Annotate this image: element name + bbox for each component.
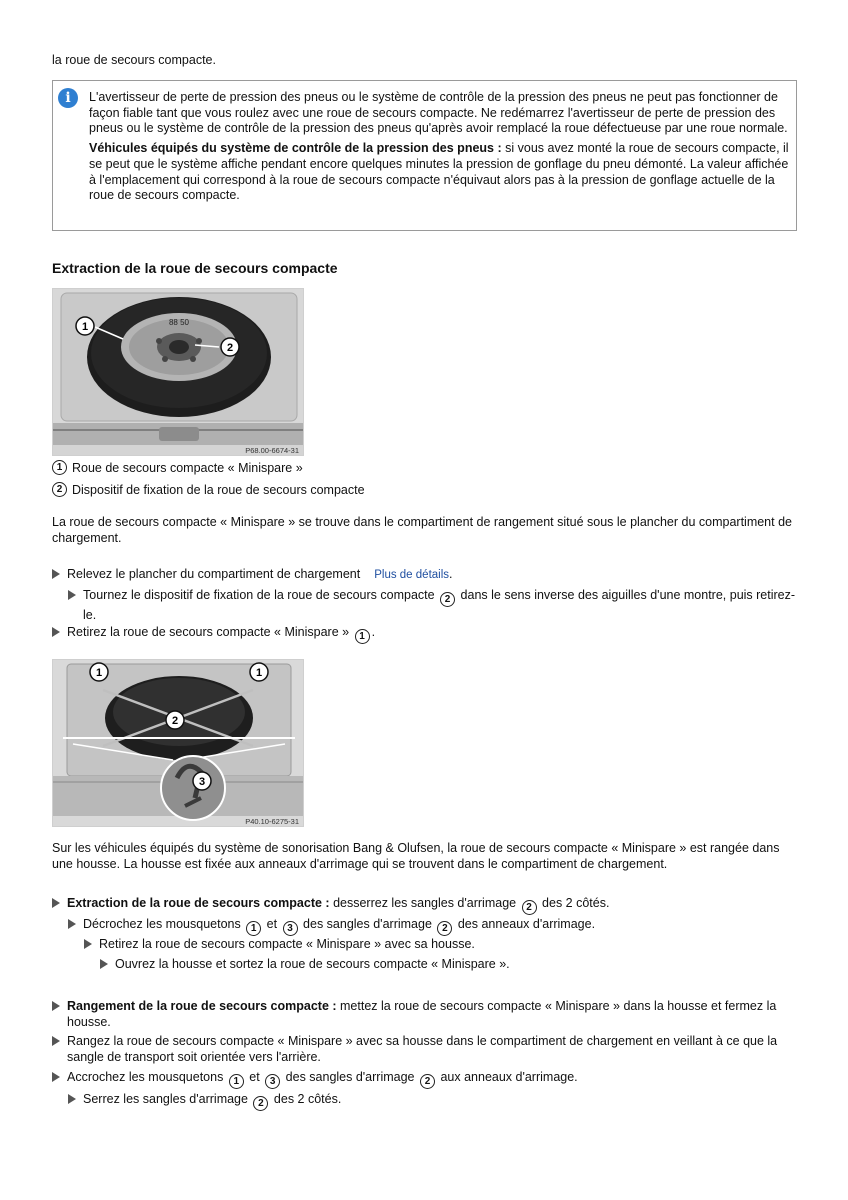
figure2-code: P40.10-6275-31 — [245, 817, 299, 826]
step-hook — [52, 1069, 797, 1089]
legend-text-1: Roue de secours compacte « Minispare » — [72, 460, 303, 475]
inline-num-1: 1 — [246, 921, 261, 936]
step-remove-wheel — [52, 624, 797, 644]
figure1-callout-1: 1 — [81, 321, 89, 333]
inline-num-2: 2 — [522, 900, 537, 915]
step-hook-text: Accrochez les mousquetons — [67, 1070, 227, 1084]
step-unhook — [68, 916, 797, 936]
spare-wheel-bag-photo — [52, 659, 304, 827]
figure1-code: P68.00-6674-31 — [245, 446, 299, 455]
step-stow — [52, 1033, 797, 1065]
info-paragraph-1: L'avertisseur de perte de pression des pneus ou le système de contrôle de la pression des pneus ne peut pas fonctionner de façon fiable tant que vous roulez avec une roue de secours compacte. Ne redémarrez l'avertisseur de perte de pression des pneus ou le système de contrôle de la pression des pneus qu'après avoir remplacé la roue défectueuse par une roue normale. — [89, 90, 788, 136]
info-paragraph-2-bold: Véhicules équipés du système de contrôle de la pression des pneus : — [89, 141, 502, 156]
step-turn-fixing-text: Tournez le dispositif de fixation de la roue de secours compacte — [83, 588, 439, 602]
step-remove-wheel-tail: . — [371, 625, 376, 639]
step-remove-wheel-text: Retirez la roue de secours compacte « Minispare » — [67, 625, 353, 639]
step-extraction-bold: Extraction de la roue de secours compacte : — [67, 896, 330, 910]
step-remove-with-bag — [84, 936, 797, 952]
spare-wheel-photo — [52, 288, 304, 456]
step-tighten — [68, 1091, 797, 1111]
rim-text: 88 50 — [168, 318, 190, 327]
legend-num-1: 1 — [52, 460, 67, 475]
step-turn-fixing-text-b: dans le sens inverse des aiguilles d'une montre, puis retirez-le. — [83, 588, 796, 622]
step-unhook-mid: des sangles d'arrimage — [299, 917, 436, 931]
more-details-link[interactable]: Plus de détails — [374, 569, 450, 581]
legend-text-2: Dispositif de fixation de la roue de secours compacte — [72, 482, 365, 497]
step-stow-text: Rangez la roue de secours compacte « Minispare » avec sa housse dans le compartiment de chargement en veillant à ce que la sangle de transport soit orientée vers l'arrière. — [67, 1034, 778, 1064]
step-arrow-icon — [84, 939, 92, 949]
figure2-callout-1a: 1 — [95, 667, 103, 679]
step-extraction-text: desserrez les sangles d'arrimage — [329, 896, 520, 910]
step-arrow-icon — [100, 959, 108, 969]
inline-num-3: 3 — [265, 1074, 280, 1089]
info-icon: i — [58, 88, 78, 108]
step-arrow-icon — [52, 898, 60, 908]
section-title: Extraction de la roue de secours compacte — [52, 260, 338, 276]
step-arrow-icon — [52, 1072, 60, 1082]
intro-text: la roue de secours compacte. — [52, 53, 216, 67]
step-arrow-icon — [52, 1001, 60, 1011]
inline-num-1: 1 — [229, 1074, 244, 1089]
step-extraction-tail: des 2 côtés. — [538, 896, 610, 910]
paragraph-location: La roue de secours compacte « Minispare » se trouve dans le compartiment de rangement situé sous le plancher du compartiment de chargement. — [52, 515, 792, 545]
step-hook-tail: aux anneaux d'arrimage. — [436, 1070, 578, 1084]
step-storage-bold: Rangement de la roue de secours compacte : — [67, 999, 337, 1013]
step-tighten-tail: des 2 côtés. — [270, 1092, 342, 1106]
step-arrow-icon — [52, 569, 60, 579]
step-storage — [52, 998, 797, 1030]
info-paragraph-2 — [89, 141, 789, 204]
figure1-callout-2: 2 — [226, 342, 234, 354]
step-unhook-and: et — [263, 917, 281, 931]
figure2-callout-2: 2 — [171, 715, 179, 727]
inline-num-2: 2 — [420, 1074, 435, 1089]
info-box — [52, 80, 797, 231]
step-storage-text: mettez la roue de secours compacte « Minispare » dans la housse et fermez la housse. — [67, 999, 777, 1029]
inline-num-2: 2 — [440, 592, 455, 607]
step-open-bag-text: Ouvrez la housse et sortez la roue de secours compacte « Minispare ». — [115, 957, 510, 971]
figure2-callout-3: 3 — [198, 776, 206, 788]
inline-num-3: 3 — [283, 921, 298, 936]
info-text — [89, 90, 789, 208]
step-hook-and: et — [245, 1070, 264, 1084]
inline-num-2: 2 — [253, 1096, 268, 1111]
step-open-bag — [100, 956, 797, 972]
step-raise-floor-text: Relevez le plancher du compartiment de chargement — [67, 567, 361, 581]
inline-num-1: 1 — [355, 629, 370, 644]
figure2-callout-1b: 1 — [255, 667, 263, 679]
step-remove-with-bag-text: Retirez la roue de secours compacte « Minispare » avec sa housse. — [99, 937, 475, 951]
step-unhook-tail: des anneaux d'arrimage. — [454, 917, 596, 931]
step-arrow-icon — [68, 919, 76, 929]
step-arrow-icon — [68, 590, 76, 600]
step-raise-floor — [52, 566, 797, 583]
legend-num-2: 2 — [52, 482, 67, 497]
step-unhook-text: Décrochez les mousquetons — [83, 917, 245, 931]
info-paragraph-2-rest: si vous avez monté la roue de secours compacte, il se peut que le système affiche pendant encore quelques minutes la pression de gonflage du pneu démonté. La valeur affichée à l'emplacement qui correspond à la roue de secours compacte n'équivaut alors pas à la pression de gonflage actuelle de la roue de secours compacte. — [89, 141, 789, 203]
step-extraction — [52, 895, 797, 915]
step-arrow-icon — [52, 1036, 60, 1046]
legend-item-2 — [52, 482, 365, 497]
step-arrow-icon — [52, 627, 60, 637]
legend-item-1 — [52, 460, 303, 475]
step-turn-fixing — [68, 587, 797, 623]
step-hook-mid: des sangles d'arrimage — [282, 1070, 418, 1084]
paragraph-bang-olufsen: Sur les véhicules équipés du système de sonorisation Bang & Olufsen, la roue de secours compacte « Minispare » est rangée dans une housse. La housse est fixée aux anneaux d'arrimage qui se trouvent dans le compartiment de chargement. — [52, 841, 780, 871]
inline-num-2: 2 — [437, 921, 452, 936]
step-tighten-text: Serrez les sangles d'arrimage — [83, 1092, 252, 1106]
step-raise-floor-tail: . — [449, 567, 453, 581]
step-arrow-icon — [68, 1094, 76, 1104]
